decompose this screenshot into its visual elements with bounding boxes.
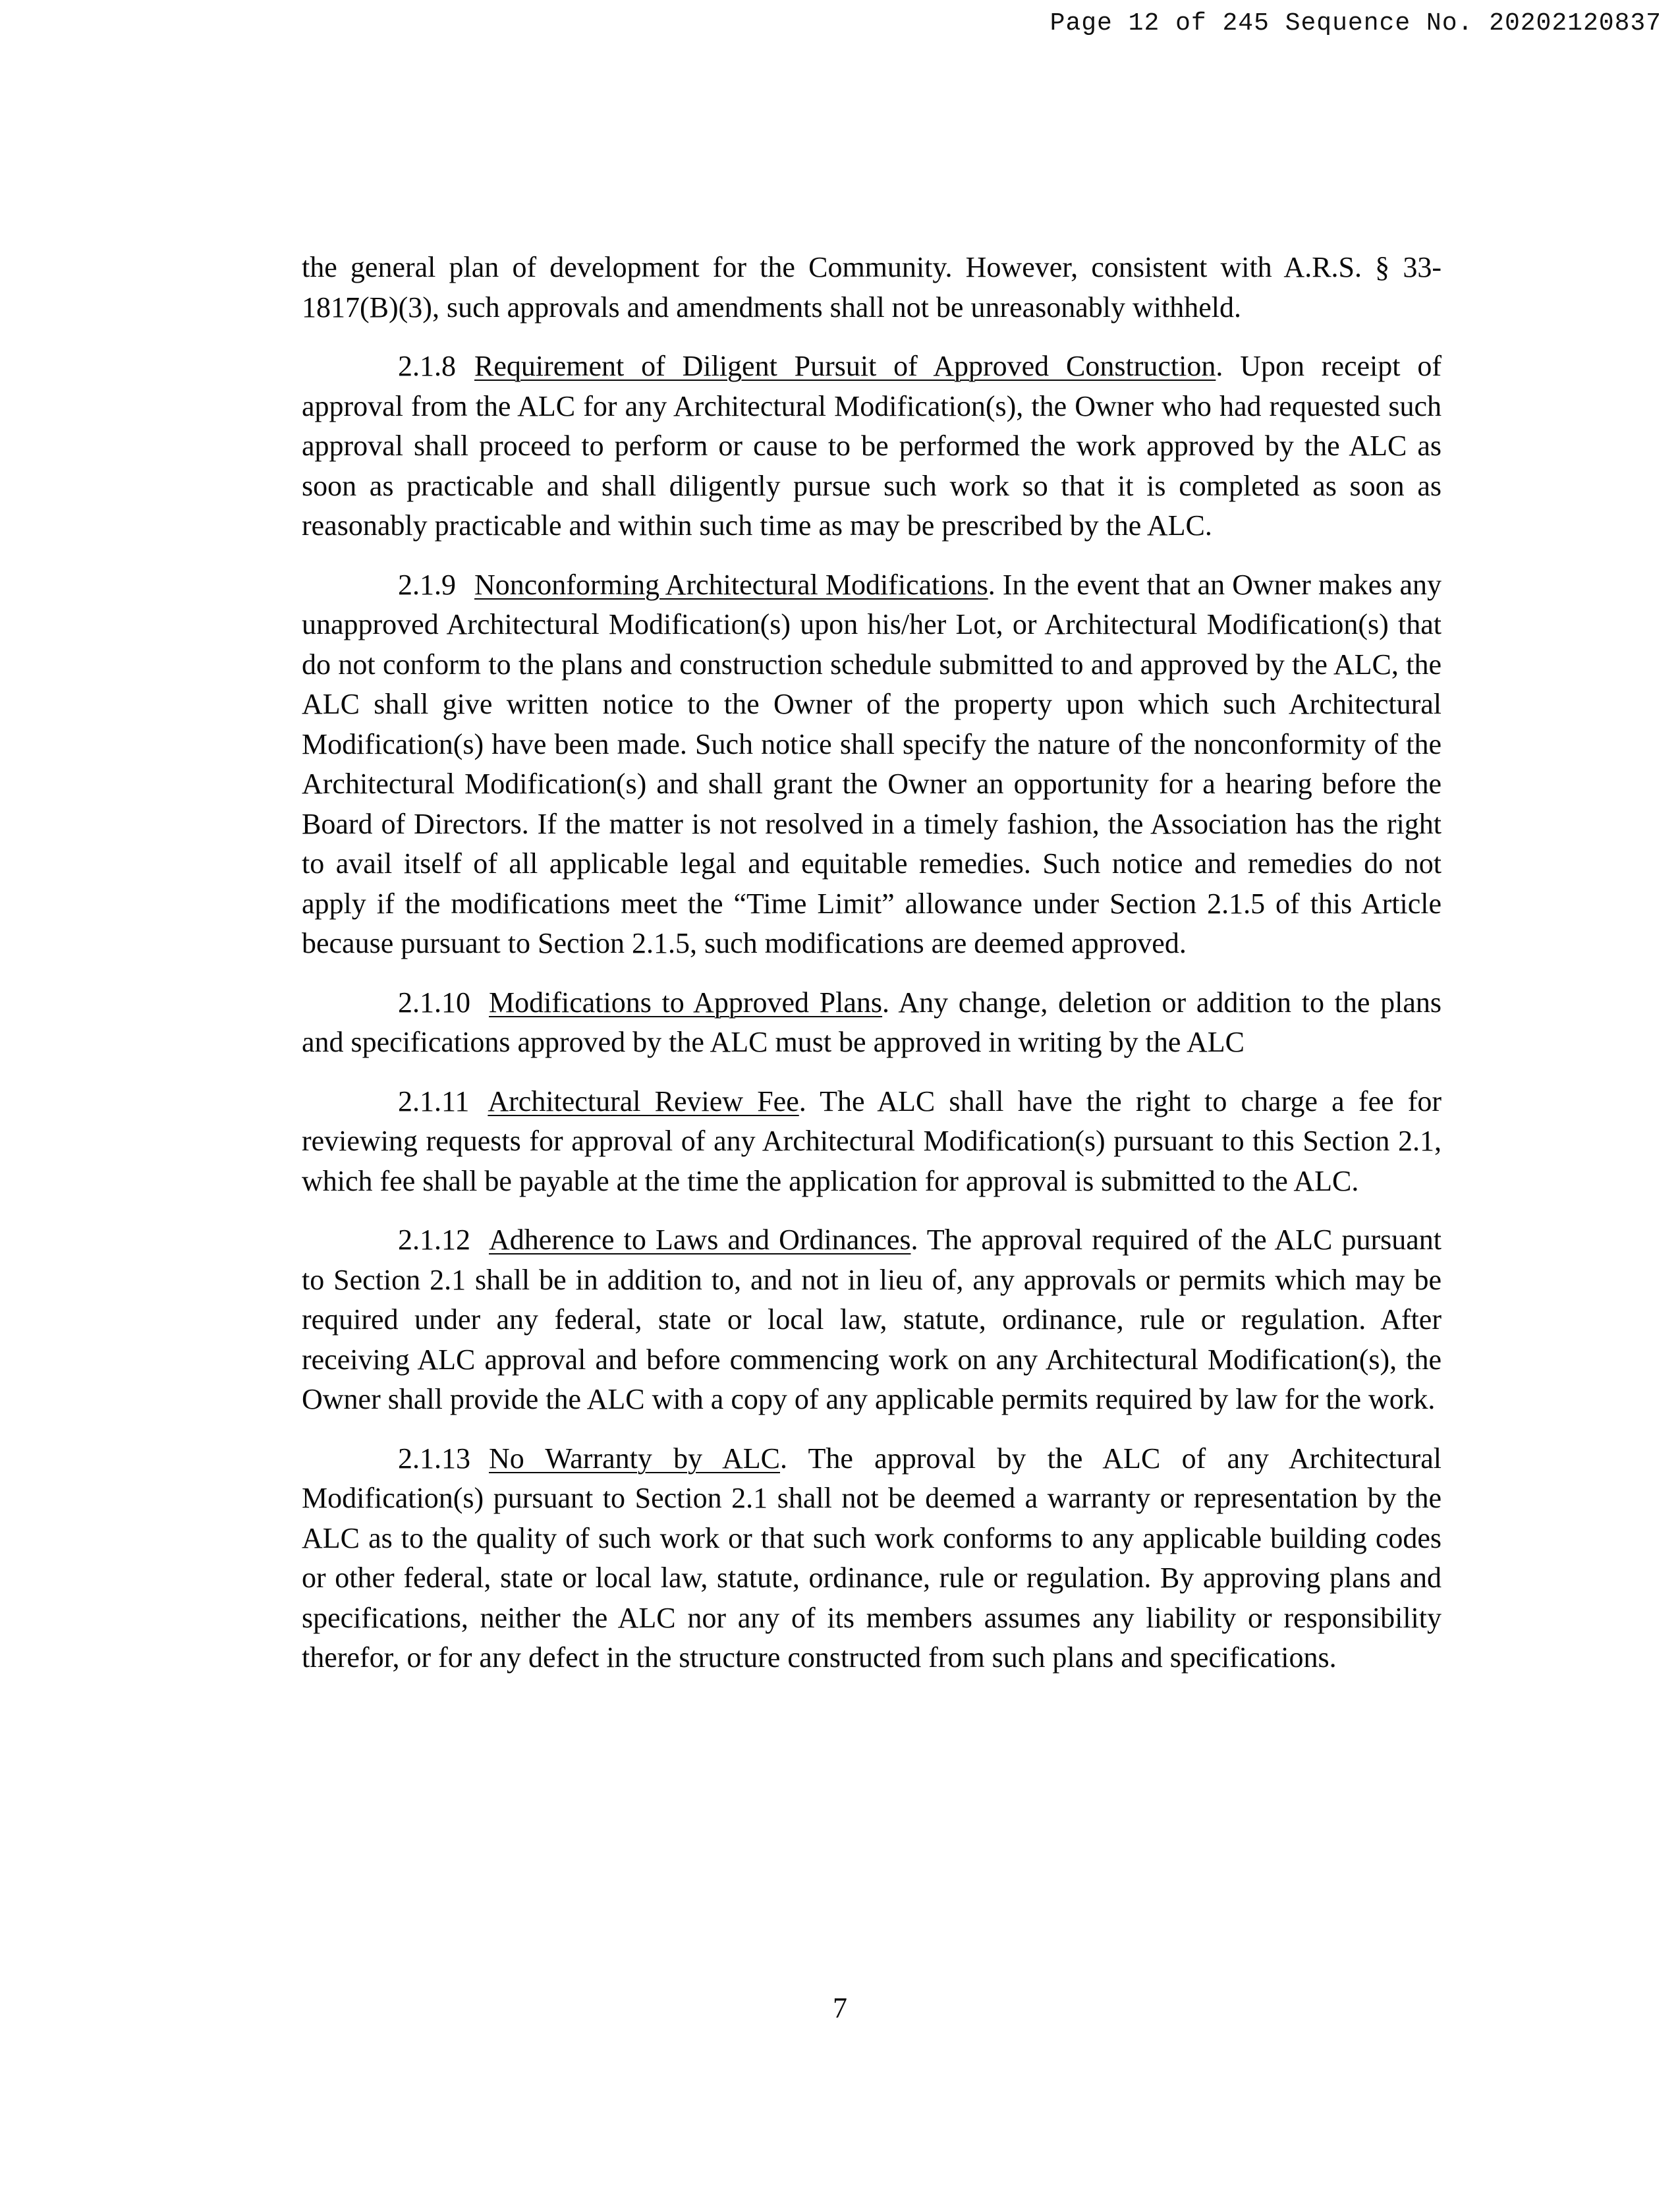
section-number: 2.1.9 <box>398 568 456 601</box>
section-heading: Requirement of Diligent Pursuit of Approved Construction <box>474 350 1216 382</box>
document-body <box>302 248 1442 1697</box>
section-2-1-9 <box>302 565 1442 964</box>
section-heading: No Warranty by ALC <box>489 1442 780 1475</box>
section-text: . The approval by the ALC of any Architectural Modification(s) pursuant to Section 2.1 shall not be deemed a warranty or representation by the ALC as to the quality of such work or that such work conforms to any applicable building codes or other federal, state or local law, statute, ordinance, rule or regulation. By approving plans and specifications, neither the ALC nor any of its members assumes any liability or responsibility therefor, or for any defect in the structure constructed from such plans and specifications. <box>302 1442 1442 1674</box>
section-2-1-13 <box>302 1439 1442 1678</box>
section-number: 2.1.10 <box>398 986 470 1019</box>
page-sequence-header: Page 12 of 245 Sequence No. 20202120837 <box>1050 9 1662 38</box>
section-heading: Nonconforming Architectural Modifications <box>474 568 988 601</box>
section-heading: Adherence to Laws and Ordinances <box>489 1224 911 1256</box>
section-number: 2.1.13 <box>398 1442 470 1475</box>
section-number: 2.1.8 <box>398 350 456 382</box>
section-2-1-8 <box>302 347 1442 546</box>
section-text: . In the event that an Owner makes any unapproved Architectural Modification(s) upon his/her Lot, or Architectural Modification(s) that do not conform to the plans and construction schedule submitted to and approved by the ALC, the ALC shall give written notice to the Owner of the property upon which such Architectural Modification(s) have been made. Such notice shall specify the nature of the nonconformity of the Architectural Modification(s) and shall grant the Owner an opportunity for a hearing before the Board of Directors. If the matter is not resolved in a timely fashion, the Association has the right to avail itself of all applicable legal and equitable remedies. Such notice and remedies do not apply if the modifications meet the “Time Limit” allowance under Section 2.1.5 of this Article because pursuant to Section 2.1.5, such modifications are deemed approved. <box>302 568 1442 959</box>
section-text: . The approval required of the ALC pursuant to Section 2.1 shall be in addition to, and not in lieu of, any approvals or permits which may be required under any federal, state or local law, statute, ordinance, rule or regulation. After receiving ALC approval and before commencing work on any Architectural Modification(s), the Owner shall provide the ALC with a copy of any applicable permits required by law for the work. <box>302 1224 1442 1415</box>
section-2-1-10 <box>302 983 1442 1063</box>
section-heading: Modifications to Approved Plans <box>489 986 883 1019</box>
section-text: . Any change, deletion or addition to the plans and specifications approved by the ALC must be approved in writing by the ALC <box>302 986 1442 1058</box>
section-number: 2.1.12 <box>398 1224 470 1256</box>
section-2-1-11 <box>302 1082 1442 1202</box>
intro-paragraph: the general plan of development for the Community. However, consistent with A.R.S. § 33-1817(B)(3), such approvals and amendments shall not be unreasonably withheld. <box>302 251 1442 324</box>
section-2-1-12 <box>302 1220 1442 1420</box>
section-heading: Architectural Review Fee <box>488 1085 799 1117</box>
section-text: . Upon receipt of approval from the ALC for any Architectural Modification(s), the Owner who had requested such approval shall proceed to perform or cause to be performed the work approved by the ALC as soon as practicable and shall diligently pursue such work so that it is completed as soon as reasonably practicable and within such time as may be prescribed by the ALC. <box>302 350 1442 542</box>
section-text: . The ALC shall have the right to charge a fee for reviewing requests for approval of any Architectural Modification(s) pursuant to this Section 2.1, which fee shall be payable at the time the application for approval is submitted to the ALC. <box>302 1085 1442 1197</box>
page-number: 7 <box>833 1992 847 2024</box>
section-number: 2.1.11 <box>398 1085 470 1117</box>
